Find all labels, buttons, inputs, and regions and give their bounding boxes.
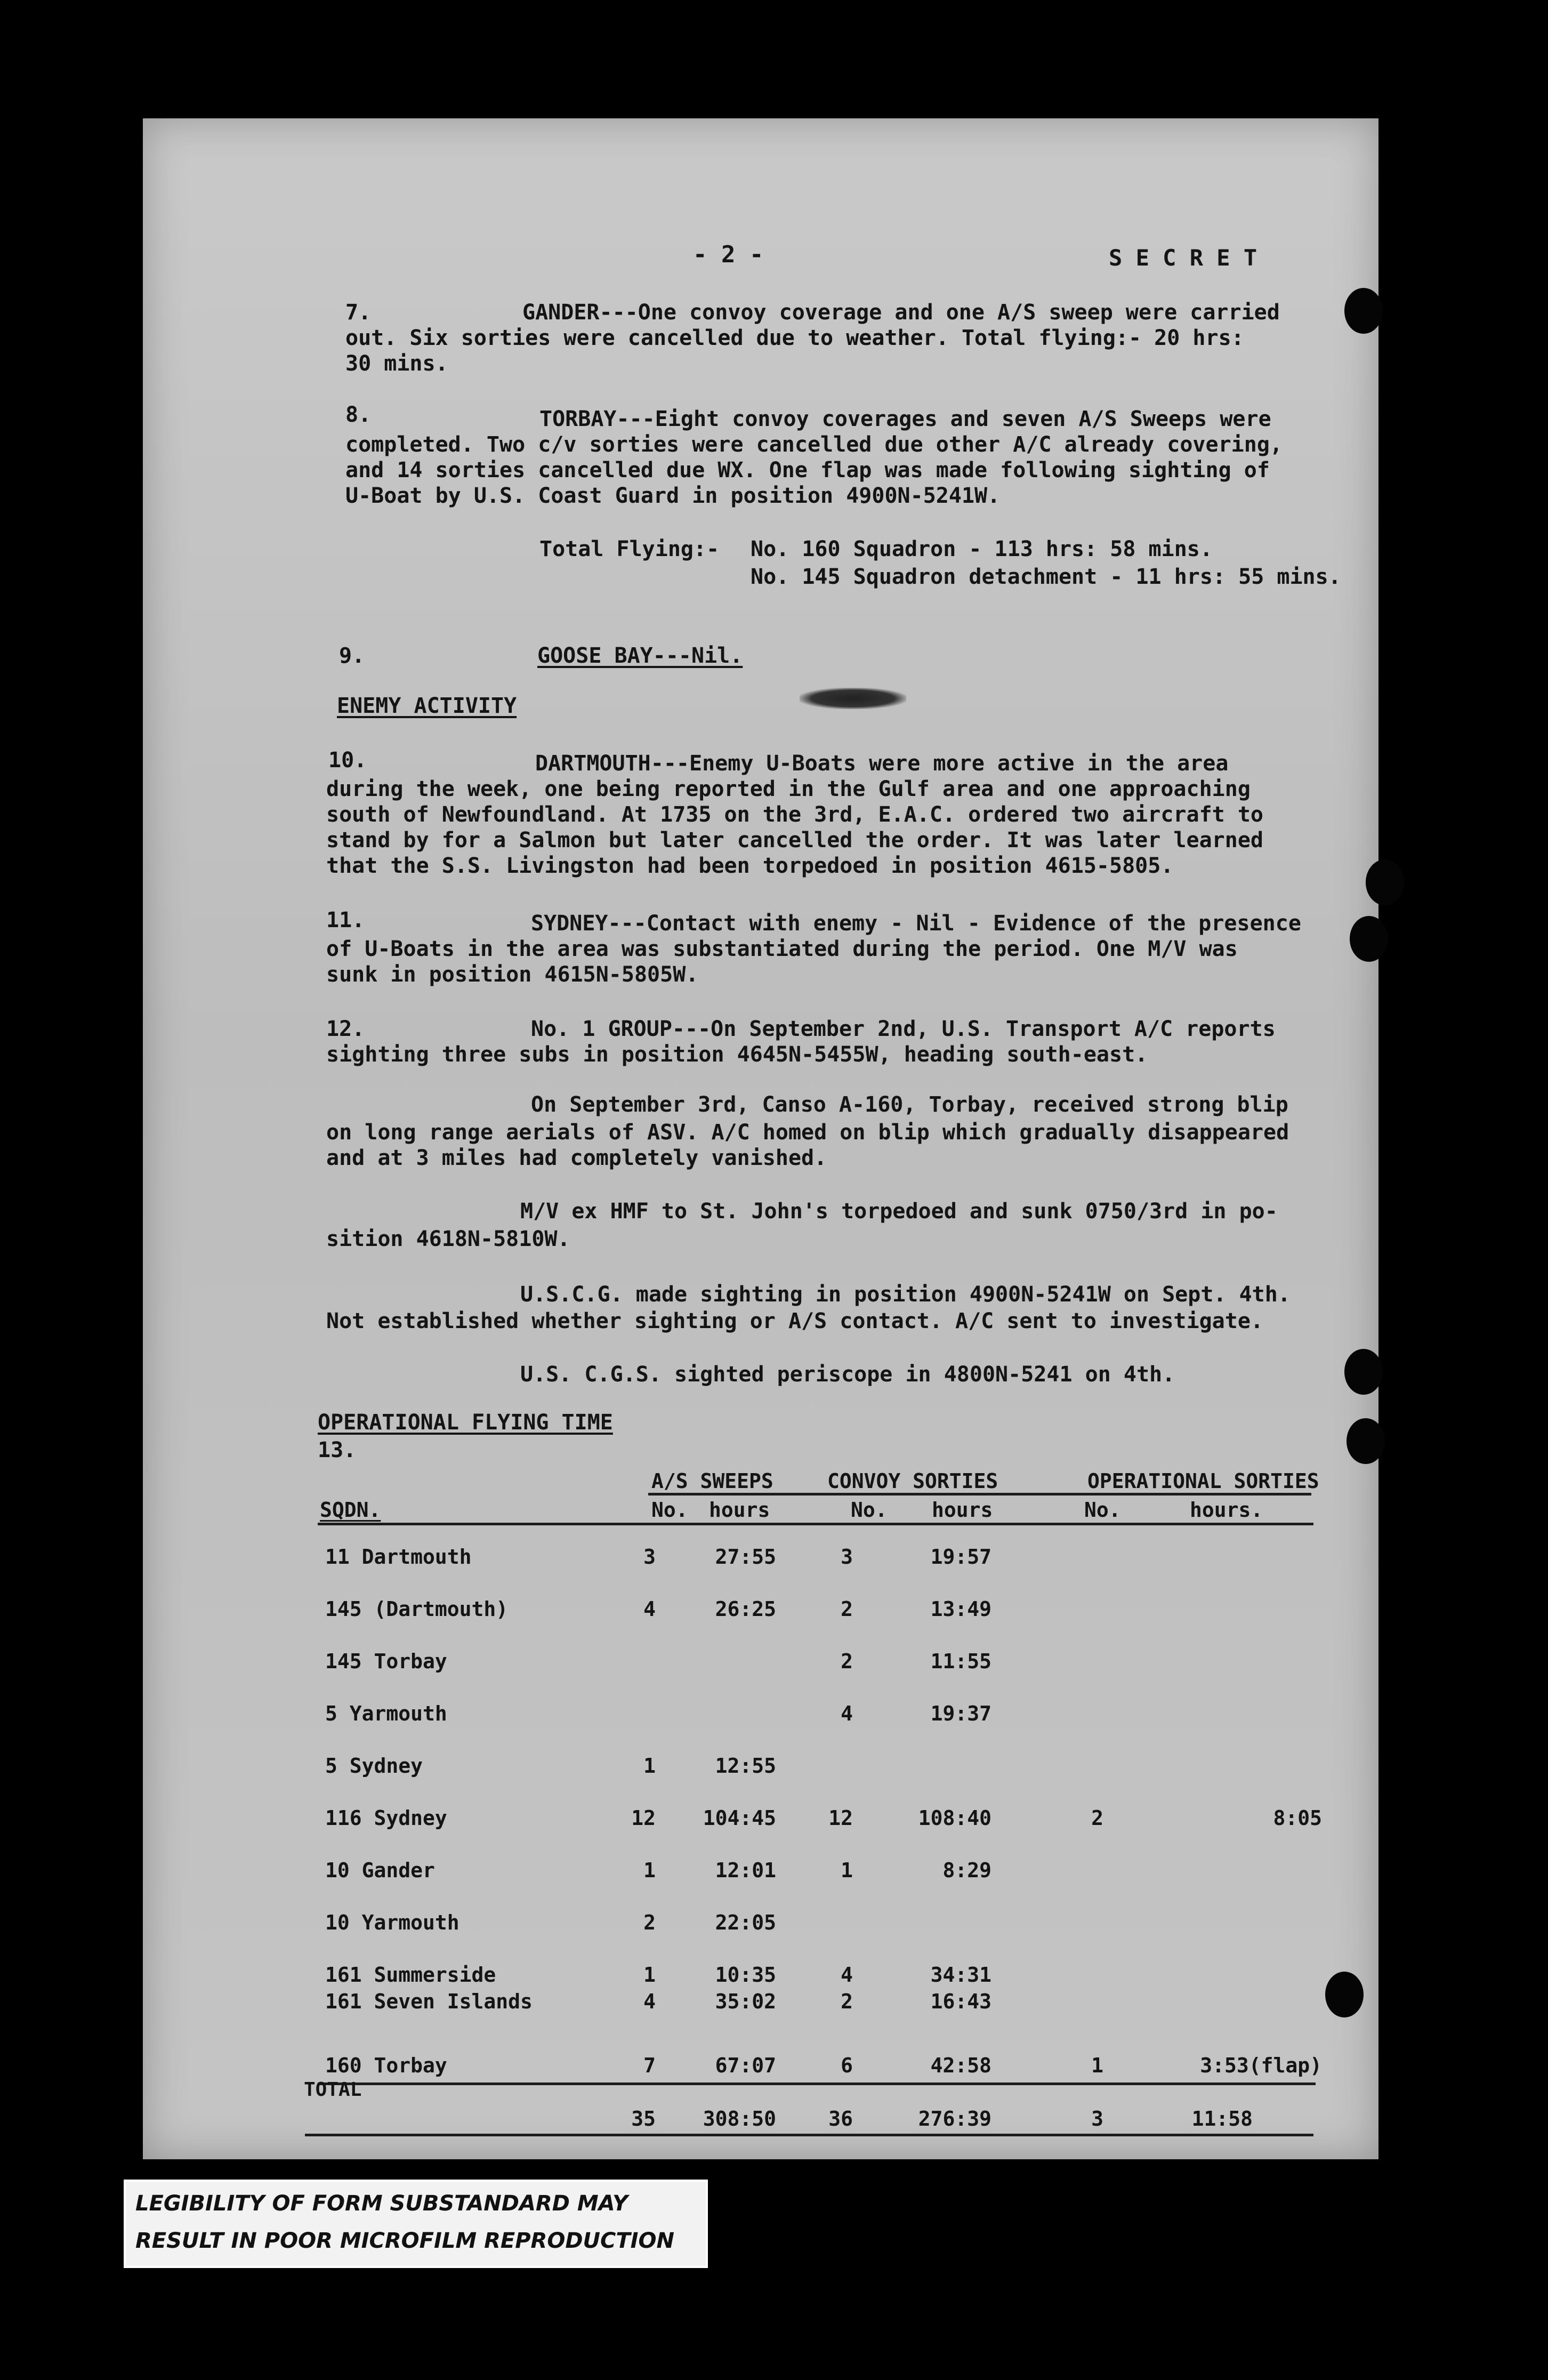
cell-as-no: 4 — [643, 1597, 656, 1621]
sub-header-cv-hours: hours — [932, 1498, 993, 1522]
cell-as-no: 7 — [643, 2054, 656, 2077]
cell-sqdn: 161 Seven Islands — [325, 1990, 533, 2013]
total-as-no: 35 — [631, 2107, 656, 2130]
para-12b-line: on long range aerials of ASV. A/C homed on blip which gradually disappeared — [326, 1120, 1289, 1145]
total-flying-line: No. 160 Squadron - 113 hrs: 58 mins. — [751, 537, 1213, 561]
total-label: TOTAL — [304, 2079, 362, 2101]
cell-as-no: 12 — [631, 1806, 656, 1830]
header-rule — [648, 1493, 1311, 1495]
cell-cv-no: 2 — [841, 1597, 853, 1621]
para-9-number: 9. — [339, 644, 365, 668]
cell-cv-hours: 42:58 — [930, 2054, 991, 2077]
total-cv-hours: 276:39 — [918, 2107, 991, 2130]
para-8-line: and 14 sorties cancelled due WX. One flap was made following sighting of — [345, 458, 1270, 483]
cell-sqdn: 145 Torbay — [325, 1650, 447, 1673]
para-12-line: No. 1 GROUP---On September 2nd, U.S. Transport A/C reports — [531, 1017, 1276, 1041]
punch-hole — [1344, 1349, 1383, 1395]
para-10-number: 10. — [328, 748, 367, 773]
cell-cv-no: 2 — [841, 1650, 853, 1673]
sub-header-op-hours: hours. — [1190, 1498, 1263, 1522]
para-9-text: GOOSE BAY---Nil. — [537, 644, 743, 668]
microfilm-legibility-note — [124, 2180, 708, 2268]
operational-flying-heading: OPERATIONAL FLYING TIME — [318, 1410, 613, 1435]
cell-op-no: 2 — [1091, 1806, 1103, 1830]
cell-as-hours: 27:55 — [715, 1545, 776, 1569]
para-7-line: out. Six sorties were cancelled due to weather. Total flying:- 20 hrs: — [345, 326, 1244, 350]
para-12b-line: On September 3rd, Canso A-160, Torbay, received strong blip — [531, 1092, 1288, 1117]
cell-cv-no: 1 — [841, 1859, 853, 1882]
para-10-line: DARTMOUTH---Enemy U-Boats were more active in the area — [535, 751, 1229, 776]
cell-sqdn: 10 Yarmouth — [325, 1911, 459, 1934]
group-header-operational-sorties: OPERATIONAL SORTIES — [1087, 1469, 1319, 1493]
cell-sqdn: 145 (Dartmouth) — [325, 1597, 509, 1621]
cell-cv-no: 6 — [841, 2054, 853, 2077]
total-flying-line: No. 145 Squadron detachment - 11 hrs: 55 mins. — [751, 565, 1341, 589]
punch-hole — [1344, 288, 1383, 334]
cell-sqdn: 10 Gander — [325, 1859, 435, 1882]
cell-cv-no: 2 — [841, 1990, 853, 2013]
total-top-rule — [318, 2082, 1316, 2085]
caption-line-1: LEGIBILITY OF FORM SUBSTANDARD MAY — [135, 2191, 628, 2216]
cell-op-hours: 8:05 — [1273, 1806, 1322, 1830]
cell-as-hours: 104:45 — [703, 1806, 776, 1830]
para-11-line: SYDNEY---Contact with enemy - Nil - Evidence of the presence — [531, 911, 1301, 936]
cell-as-hours: 35:02 — [715, 1990, 776, 2013]
cell-cv-hours: 19:57 — [930, 1545, 991, 1569]
para-10-line: south of Newfoundland. At 1735 on the 3rd, E.A.C. ordered two aircraft to — [326, 802, 1263, 827]
cell-as-no: 3 — [643, 1545, 656, 1569]
cell-sqdn: 5 Sydney — [325, 1754, 423, 1778]
cell-cv-no: 3 — [841, 1545, 853, 1569]
total-as-hours: 308:50 — [703, 2107, 776, 2130]
classification-label: S E C R E T — [1109, 245, 1257, 271]
group-header-convoy-sorties: CONVOY SORTIES — [827, 1469, 998, 1493]
cell-as-hours: 10:35 — [715, 1963, 776, 1987]
cell-cv-hours: 8:29 — [942, 1859, 991, 1882]
cell-sqdn: 11 Dartmouth — [325, 1545, 472, 1569]
cell-op-no: 1 — [1091, 2054, 1103, 2077]
para-10-line: during the week, one being reported in the Gulf area and one approaching — [326, 777, 1251, 801]
cell-as-hours: 26:25 — [715, 1597, 776, 1621]
cell-sqdn: 116 Sydney — [325, 1806, 447, 1830]
sub-header-rule — [318, 1523, 1313, 1525]
para-7-number: 7. — [345, 300, 372, 325]
cell-as-no: 4 — [643, 1990, 656, 2013]
cell-sqdn: 160 Torbay — [325, 2054, 447, 2077]
sub-header-as-no: No. — [651, 1498, 688, 1522]
cell-as-no: 1 — [643, 1754, 656, 1778]
group-header-as-sweeps: A/S SWEEPS — [651, 1469, 773, 1493]
sub-header-op-no: No. — [1084, 1498, 1121, 1522]
para-11-number: 11. — [326, 908, 365, 932]
cell-op-hours: 3:53(flap) — [1200, 2054, 1322, 2077]
para-10-line: stand by for a Salmon but later cancelled the order. It was later learned — [326, 828, 1263, 853]
para-8-number: 8. — [345, 403, 372, 427]
cell-as-hours: 12:55 — [715, 1754, 776, 1778]
total-cv-no: 36 — [828, 2107, 853, 2130]
page-marker: - 2 - — [693, 241, 764, 268]
para-7-line: GANDER---One convoy coverage and one A/S sweep were carried — [522, 300, 1280, 325]
para-8-line: TORBAY---Eight convoy coverages and seven A/S Sweeps were — [539, 407, 1271, 431]
cell-cv-hours: 34:31 — [930, 1963, 991, 1987]
para-12c-line: sition 4618N-5810W. — [326, 1227, 570, 1251]
para-12e-text: U.S. C.G.S. sighted periscope in 4800N-5241 on 4th. — [520, 1362, 1175, 1387]
cell-cv-hours: 19:37 — [930, 1702, 991, 1725]
para-8-line: U-Boat by U.S. Coast Guard in position 4900N-5241W. — [345, 484, 1001, 508]
para-11-line: of U-Boats in the area was substantiated during the period. One M/V was — [326, 937, 1238, 961]
punch-hole — [1347, 1418, 1385, 1464]
cell-as-no: 1 — [643, 1963, 656, 1987]
cell-as-hours: 22:05 — [715, 1911, 776, 1934]
cell-sqdn: 5 Yarmouth — [325, 1702, 447, 1725]
cell-as-hours: 67:07 — [715, 2054, 776, 2077]
enemy-activity-heading: ENEMY ACTIVITY — [337, 694, 517, 718]
total-flying-label: Total Flying:- — [539, 537, 720, 561]
cell-as-no: 1 — [643, 1859, 656, 1882]
cell-as-no: 2 — [643, 1911, 656, 1934]
caption-line-2: RESULT IN POOR MICROFILM REPRODUCTION — [135, 2229, 675, 2253]
para-12-line: sighting three subs in position 4645N-5455W, heading south-east. — [326, 1042, 1148, 1067]
punch-hole — [1350, 916, 1388, 962]
para-13-number: 13. — [318, 1438, 357, 1462]
para-12-number: 12. — [326, 1017, 365, 1041]
para-12c-line: M/V ex HMF to St. John's torpedoed and sunk 0750/3rd in po- — [520, 1199, 1278, 1224]
cell-as-hours: 12:01 — [715, 1859, 776, 1882]
para-12b-line: and at 3 miles had completely vanished. — [326, 1146, 827, 1170]
cell-cv-hours: 11:55 — [930, 1650, 991, 1673]
sub-header-sqdn: SQDN. — [320, 1498, 381, 1522]
para-7-line: 30 mins. — [345, 351, 448, 376]
cell-cv-no: 4 — [841, 1702, 853, 1725]
total-bottom-rule — [305, 2134, 1313, 2136]
para-11-line: sunk in position 4615N-5805W. — [326, 962, 699, 987]
cell-cv-no: 12 — [828, 1806, 853, 1830]
para-10-line: that the S.S. Livingston had been torpedoed in position 4615-5805. — [326, 854, 1174, 878]
ink-blot — [800, 688, 906, 709]
para-8-line: completed. Two c/v sorties were cancelled due other A/C already covering, — [345, 432, 1283, 457]
cell-sqdn: 161 Summerside — [325, 1963, 496, 1987]
para-12d-line: U.S.C.G. made sighting in position 4900N-5241W on Sept. 4th. — [520, 1282, 1291, 1307]
punch-hole — [1325, 1972, 1364, 2017]
punch-hole — [1366, 859, 1404, 905]
cell-cv-hours: 108:40 — [918, 1806, 991, 1830]
cell-cv-no: 4 — [841, 1963, 853, 1987]
sub-header-cv-no: No. — [851, 1498, 888, 1522]
sub-header-as-hours: hours — [709, 1498, 770, 1522]
total-op-hours: 11:58 — [1191, 2107, 1253, 2130]
total-op-no: 3 — [1091, 2107, 1103, 2130]
cell-cv-hours: 16:43 — [930, 1990, 991, 2013]
para-12d-line: Not established whether sighting or A/S contact. A/C sent to investigate. — [326, 1309, 1263, 1333]
cell-cv-hours: 13:49 — [930, 1597, 991, 1621]
